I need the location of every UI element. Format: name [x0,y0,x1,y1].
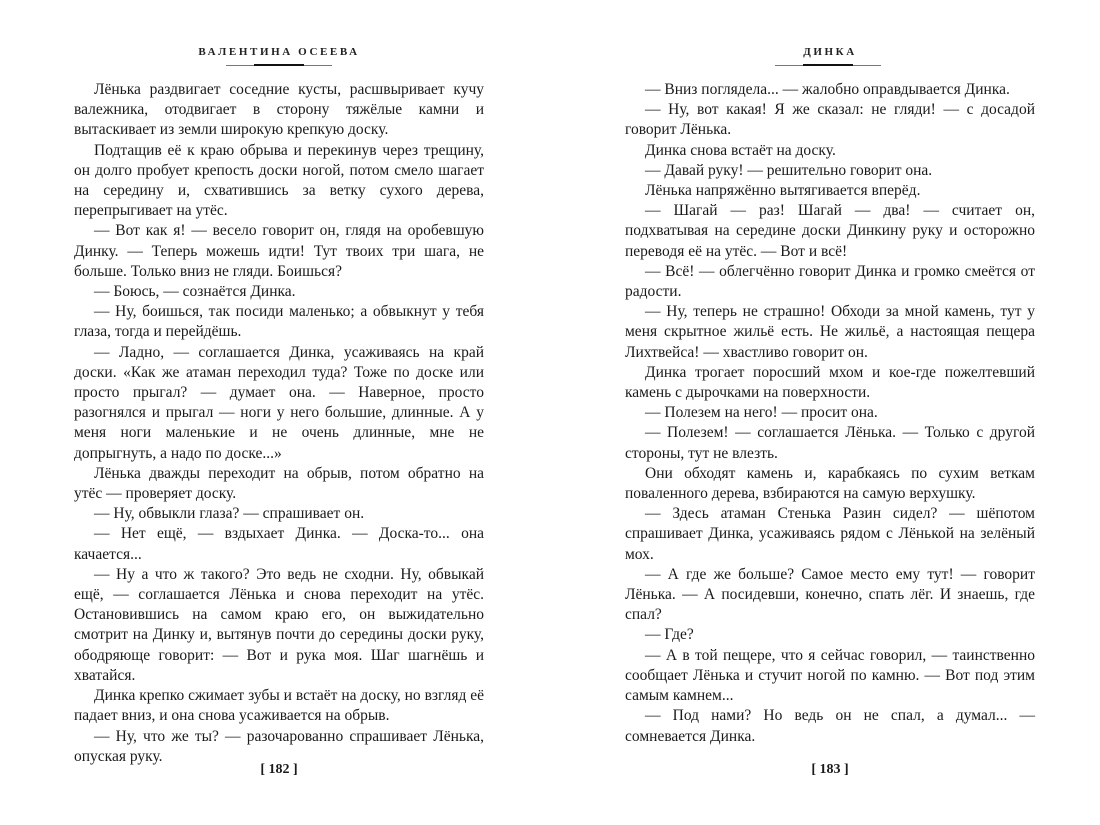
header-rule [775,65,881,66]
paragraph: Динка крепко сжимает зубы и встаёт на доску, но взгляд её падает вниз, и она снова усаживается на обрыв. [74,687,484,725]
paragraph: — Ну, боишься, так посиди маленько; а обвыкнут у тебя глаза, тогда и перейдёшь. [74,303,484,341]
paragraph: Динка трогает поросший мхом и кое-где пожелтевший камень с дырочками на поверхности. [625,363,1035,402]
paragraph: Лёнька напряжённо вытягивается вперёд. [645,182,921,200]
paragraph: — Ну, что же ты? — разочарованно спрашивает Лёнька, опуская руку. [74,727,484,765]
paragraph: — Давай руку! — решительно говорит она. [645,161,933,179]
header-rule [226,65,332,66]
left-page-text [74,80,484,767]
running-header-title: ДИНКА [803,46,857,58]
paragraph: — Ну, вот какая! Я же сказал: не гляди! — с досадой говорит Лёнька. [625,101,1035,139]
paragraph: Подтащив её к краю обрыва и перекинув через трещину, он долго пробует крепость доски ногой, потом смело шагает на середину и, схватившись за ветку сухого дерева, перепрыгивает на утёс. [74,141,484,220]
paragraph: — А в той пещере, что я сейчас говорил, — таинственно сообщает Лёнька и стучит ногой по камню. — Вот под этим самым камнем... [625,646,1035,705]
paragraph: — Полезем на него! — просит она. [645,404,878,422]
left-page [74,0,484,825]
paragraph: — Под нами? Но ведь он не спал, а думал... — сомневается Динка. [625,707,1035,745]
paragraph: — А где же больше? Самое место ему тут! — говорит Лёнька. — А посидевши, конечно, спать лёг. И знаешь, где спал? [625,565,1035,624]
page-number: [ 182 ] [260,762,298,777]
paragraph: — Полезем! — соглашается Лёнька. — Только с другой стороны, тут не влезть. [625,424,1035,462]
paragraph: — Всё! — облегчённо говорит Динка и громко смеётся от радости. [625,262,1035,301]
paragraph: — Где? [645,626,694,644]
page-number: [ 183 ] [811,762,849,777]
paragraph: — Вниз поглядела... — жалобно оправдывается Динка. [645,81,1010,98]
paragraph: Динка снова встаёт на доску. [645,141,836,159]
paragraph: — Здесь атаман Стенька Разин сидел? — шёпотом спрашивает Динка, усаживаясь рядом с Лёнькой на зелёный мох. [625,505,1035,563]
paragraph: — Ну, обвыкли глаза? — спрашивает он. [94,505,365,523]
paragraph: — Нет ещё, — вздыхает Динка. — Доска-то... она качается... [74,525,484,563]
paragraph: Они обходят камень и, карабкаясь по сухим веткам поваленного дерева, взбираются на самую верхушку. [625,464,1035,503]
right-page-text [625,80,1035,747]
paragraph: — Ну а что ж такого? Это ведь не сходни. Ну, обвыкай ещё, — соглашается Лёнька и снова переходит на утёс. Остановившись на самом краю его, он выжидательно смотрит на Динку и, вытянув почти до середины доски руку, ободряюще говорит: — Вот и рука моя. Шаг шагнёшь и хватайся. [74,565,484,684]
paragraph: — Ну, теперь не страшно! Обходи за мной камень, тут у меня скрытное жильё есть. Не жильё, а настоящая пещера Лихтвейса! — хвастливо говорит он. [625,303,1035,361]
right-page [625,0,1035,825]
running-header-author: ВАЛЕНТИНА ОСЕЕВА [198,46,360,58]
paragraph: — Вот как я! — весело говорит он, глядя на оробевшую Динку. — Теперь можешь идти! Тут твоих три шага, не больше. Только вниз не гляди. Боишься? [74,222,484,280]
paragraph: Лёнька раздвигает соседние кусты, расшвыривает кучу валежника, отодвигает в сторону тяжёлые камни и вытаскивает из земли широкую крепкую доску. [74,81,484,139]
paragraph: Лёнька дважды переходит на обрыв, потом обратно на утёс — проверяет доску. [74,464,484,503]
paragraph: — Ладно, — соглашается Динка, усаживаясь на край доски. «Как же атаман переходил туда? Тоже по доске или просто прыгал? — думает она. — Наверное, просто разогнялся и прыгал — ноги у него большие, длинные. А у меня ноги маленькие и не очень длинные, мне не допрыгнуть, а надо по доске...» [74,343,484,462]
paragraph: — Боюсь, — сознаётся Динка. [94,283,296,301]
paragraph: — Шагай — раз! Шагай — два! — считает он, подхватывая на середине доски Динкину руку и осторожно переводя её на утёс. — Вот и всё! [625,202,1035,260]
